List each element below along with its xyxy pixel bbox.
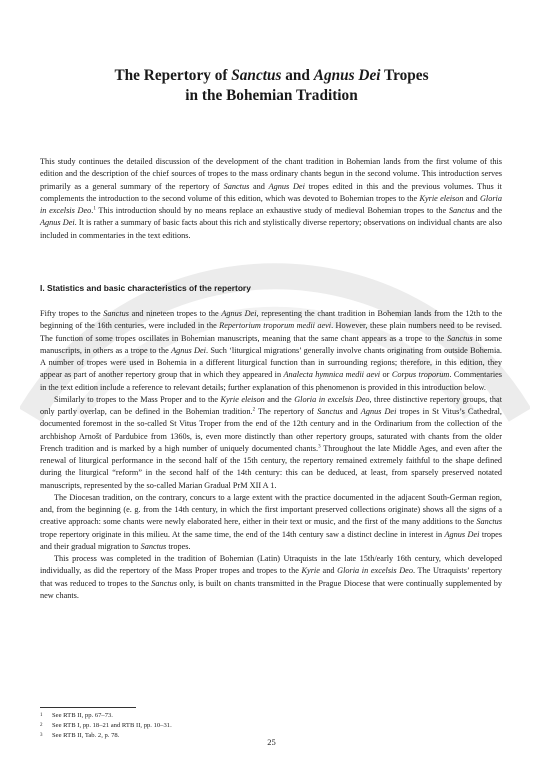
text-run: Fifty tropes to the (40, 309, 104, 318)
text-run: The repertory of (255, 407, 318, 416)
footnote-reference: 3 (318, 444, 321, 449)
footnote-1 (40, 711, 502, 721)
text-run: and the (264, 394, 295, 404)
footnote-number: 3 (40, 733, 43, 739)
text-run: and the (474, 206, 503, 215)
text-run: and (281, 67, 314, 84)
italic-text: Agnus Dei (40, 218, 75, 228)
italic-text: Sanctus (223, 181, 250, 191)
italic-text: Kyrie eleison (220, 394, 265, 404)
body-text (40, 308, 502, 602)
text-run: tropes. (166, 541, 191, 551)
footnote-number: 2 (40, 723, 43, 729)
footnote-reference: 1 (93, 206, 96, 212)
text-run: , three distinctive repertory groups, that only partly overlap, can be defined in the Bohemian tradition. (40, 394, 503, 416)
text-run: tropes edited in this and the previous volumes. Thus it complements the introduction to the second volume of this edition, which was devoted to Bohemian tropes to the (40, 181, 502, 203)
text-run: only, is built on chants transmitted in the Prague Diocese that were continually supplemented by new chants. (40, 578, 502, 600)
italic-text: Agnus Dei (268, 181, 305, 191)
text-run: in some manuscripts, in others as a trope to the (40, 333, 502, 355)
italic-text: Gloria in excelsis Deo (337, 566, 413, 576)
body-paragraph-1 (40, 308, 502, 394)
italic-text: Agnus Dei (444, 529, 480, 539)
text-run: and (319, 566, 338, 576)
text-run: and (342, 407, 361, 416)
italic-text: Agnus Dei (221, 309, 257, 318)
italic-text: Agnus Dei (360, 407, 397, 416)
italic-text: Kyrie (301, 566, 320, 576)
italic-text: Sanctus (447, 333, 473, 343)
text-run: or (380, 370, 392, 380)
footnote-text: See RTB I, pp. 18–21 and RTB II, pp. 10–31. (52, 722, 172, 730)
page-title (40, 66, 503, 106)
text-run: . Commentaries in the text edition include a reference to relevant details; further explanation of this phenomenon is provided in this introduction below. (40, 370, 502, 392)
body-paragraph-4 (40, 553, 502, 602)
body-paragraph-3 (40, 492, 502, 553)
footnote-2 (40, 721, 502, 731)
italic-text: Repertorium troporum medii aevi (219, 321, 332, 331)
text-run: . The Utraquists’ repertory that was reduced to tropes to the (40, 566, 502, 588)
text-run: This study continues the detailed discussion of the development of the chant tradition in Bohemian lands from the first volume of this edition and the description of the chief sources of tropes to the mass ordinary chants begun in the second volume. This introduction serves primarily as a general summary of the repertory of (40, 157, 502, 191)
text-run: tropes in St Vitus’s Cathedral, documented foremost in the so-called St Vitus Troper from the end of the 12th century and in the Ordinarium from the collection of the archbishop Arnošt of Pardubice from 1360s, is, even more distinctly than other repertory groups, saturated with chants from the older French tradition and is marked by a high number of uniquely documented chants. (40, 407, 502, 453)
title-line-1 (114, 67, 428, 84)
page-number: 25 (267, 737, 276, 747)
footnote-reference: 2 (252, 407, 256, 413)
text-run: This process was completed in the tradition of Bohemian (Latin) Utraquists in the late 15th/early 16th century, which developed individually, as did the repertory of the Mass Proper tropes and tropes to the (40, 554, 502, 576)
italic-text: Sanctus (140, 541, 167, 551)
footnote-text: See RTB II, Tab. 2, p. 78. (52, 732, 120, 740)
text-run: This introduction should by no means replace an exhaustive study of medieval Bohemian tropes to the (95, 206, 449, 215)
text-run: Tropes (380, 67, 429, 84)
text-run: Similarly to tropes to the Mass Proper and to the (54, 394, 221, 404)
text-run: Throughout the late Middle Ages, and even after the renewal of liturgical performance in the second half of the 15th century, the repertory remained extremely faithful to the shape defined during the liturgical “reform” in the second half of the 14th century: this can be deduced, at least, from sparsely preserved notated manuscripts, represented by the so-called Marian Gradual PrM XII A 1. (40, 443, 502, 490)
italic-text: Agnus Dei (171, 345, 206, 355)
text-run: , representing the chant tradition in Bohemian lands from the 12th to the beginning of the 16th centuries, were included in the (40, 309, 502, 331)
footnote-text: See RTB II, pp. 67–73. (52, 712, 113, 719)
italic-text: Gloria in excelsis Deo (294, 394, 370, 404)
text-run: and nineteen tropes to the (128, 309, 222, 318)
italic-text: Sanctus (476, 517, 502, 527)
text-run: . (91, 206, 94, 215)
section-heading: I. Statistics and basic characteristics of the repertory (40, 283, 251, 293)
italic-text: Kyrie eleison (419, 193, 464, 203)
italic-text: Analecta hymnica medii aevi (283, 370, 381, 380)
body-paragraph-2 (40, 394, 502, 492)
italic-text: Corpus troporum (391, 370, 450, 380)
italic-text: Agnus Dei (313, 67, 381, 84)
intro-text (40, 156, 502, 242)
italic-text: Sanctus (231, 67, 282, 84)
italic-text: Sanctus (317, 407, 343, 416)
text-run: tropes and their gradual migration to (40, 529, 502, 551)
text-run: and (249, 181, 269, 191)
footnote-divider (40, 707, 136, 708)
text-run: trope repertory originate in this milieu. At the same time, the end of the 14th century saw a distinct decline in interest in (40, 529, 445, 539)
italic-text: Gloria in excelsis Deo (40, 193, 502, 215)
italic-text: Sanctus (103, 309, 129, 318)
italic-text: Sanctus (151, 578, 177, 588)
text-run: The Repertory of (114, 67, 232, 84)
text-run: . Such ‘liturgical migrations’ generally involve chants originating from outside Bohemia. A number of tropes were used in Bohemia in a different liturgical function than in surrounding regions; therefore, in this edition, they appear as part of another repertory group that in which they appeared in (40, 345, 502, 380)
text-run: in the Bohemian Tradition (185, 87, 358, 104)
footnote-number: 1 (40, 713, 43, 718)
text-run: . It is rather a summary of basic facts about this rich and stylistically diverse repertory; observations on individual chants are also included in commentaries in the text editions. (40, 218, 502, 240)
italic-text: Sanctus (448, 206, 475, 215)
text-run: . However, these plain numbers need to be revised. The function of some tropes oscillates in Bohemian manuscripts, meaning that the same chant appears as a trope to the (40, 321, 502, 343)
text-run: The Diocesan tradition, on the contrary, concurs to a large extent with the practice documented in the adjacent South-German region, and, from the beginning (e. g. from the 14th century, in which the first important preserved collections originate) shows all the signs of a creative approach: some chants were newly elaborated here, either in their text or music, and the first of the many additions to the (40, 492, 502, 527)
title-line-2 (185, 87, 357, 104)
text-run: and (463, 193, 480, 203)
intro-paragraph (40, 156, 502, 242)
